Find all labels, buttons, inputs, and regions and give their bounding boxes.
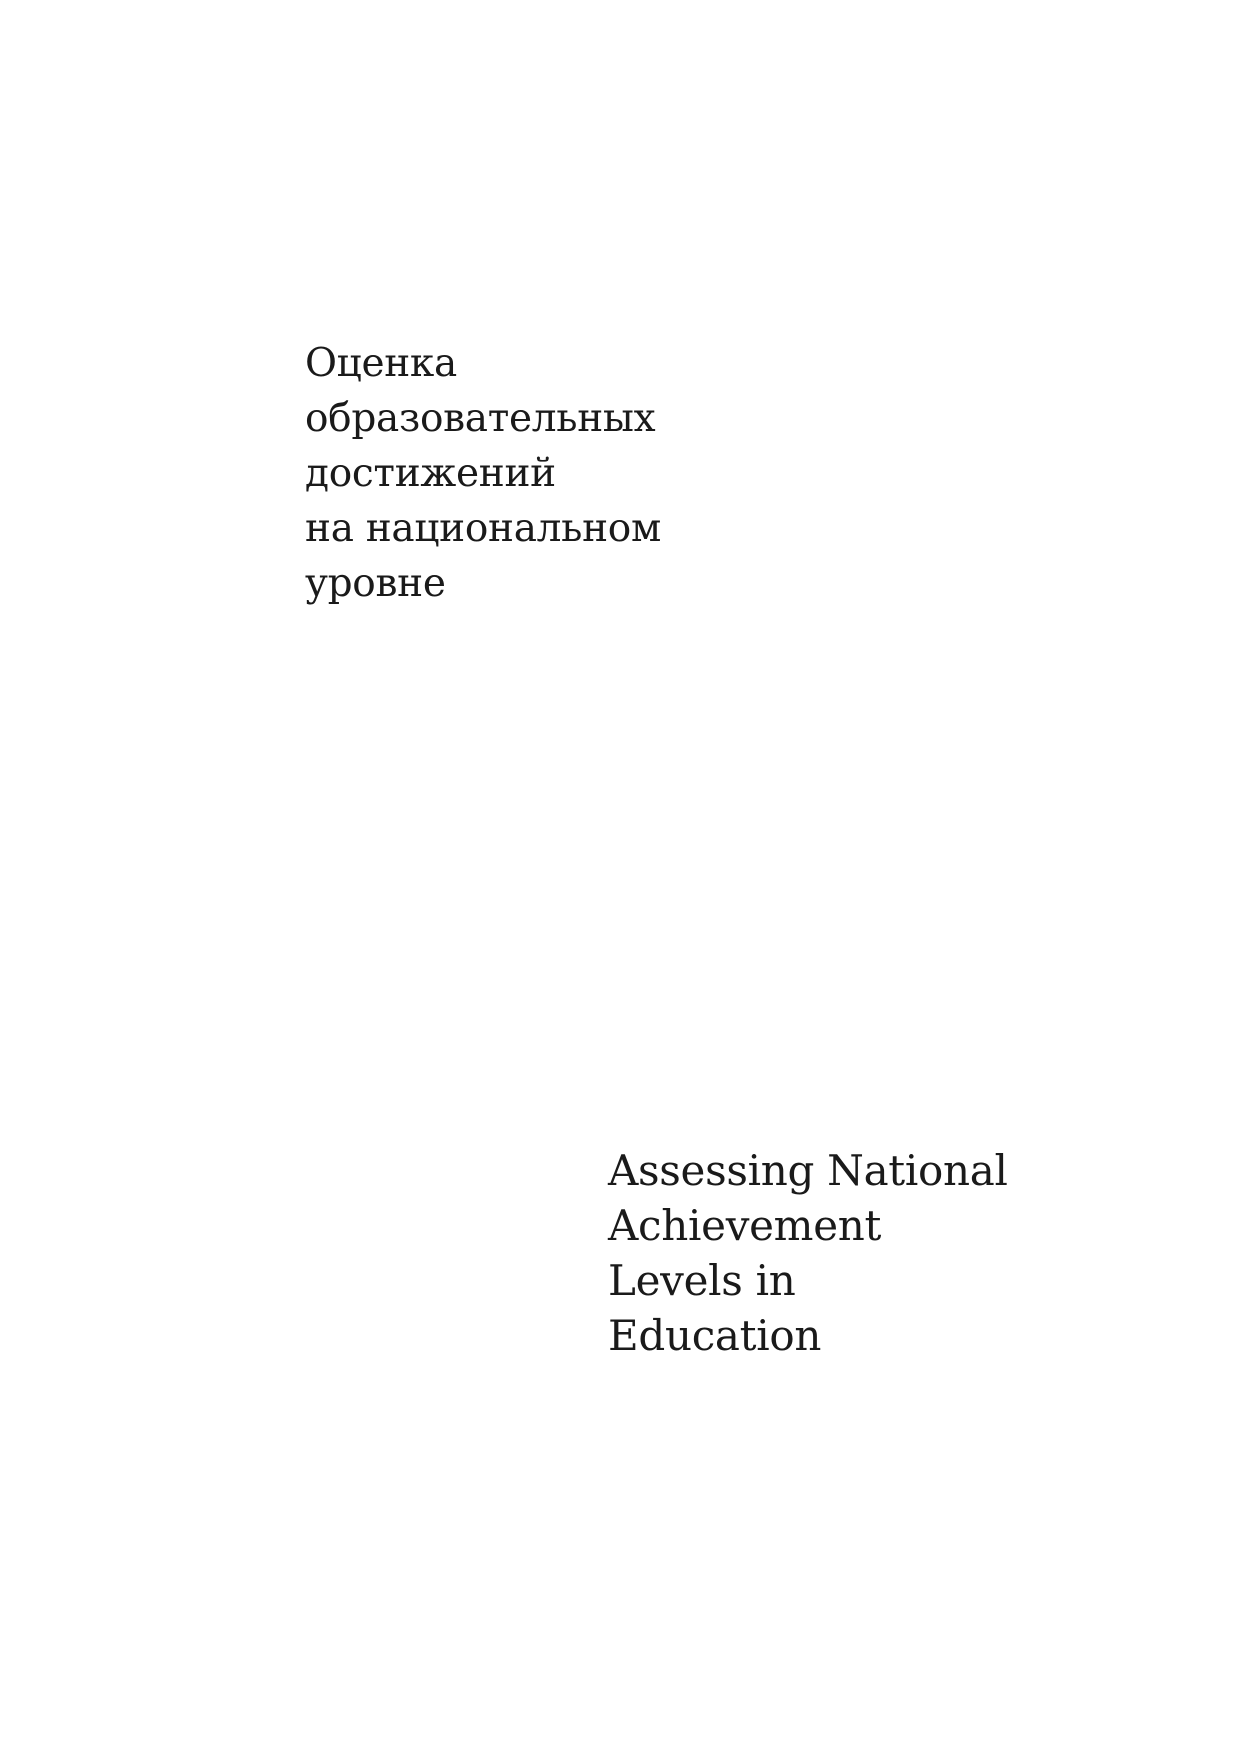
english-title-line: Levels in	[608, 1256, 796, 1305]
english-title-line: Education	[608, 1311, 822, 1360]
russian-title-line: достижений	[305, 451, 556, 496]
russian-title-line: уровне	[305, 561, 446, 606]
english-title	[608, 1143, 1008, 1363]
english-title-line: Assessing National	[608, 1146, 1008, 1195]
russian-title-line: Оценка	[305, 341, 457, 386]
russian-title-line: образовательных	[305, 396, 656, 441]
english-title-line: Achievement	[608, 1201, 882, 1250]
russian-title-line: на национальном	[305, 506, 662, 551]
russian-title	[305, 336, 661, 611]
